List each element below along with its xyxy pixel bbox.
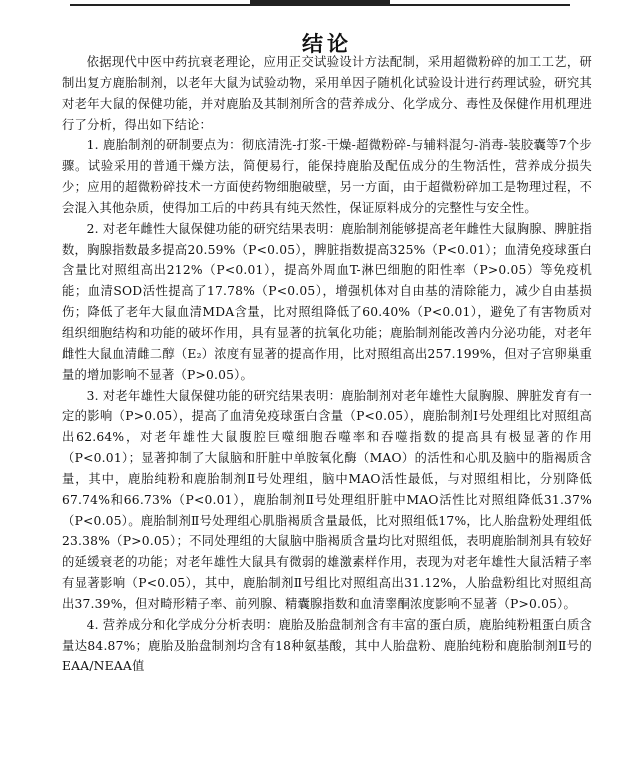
paragraph-2: 2. 对老年雌性大鼠保健功能的研究结果表明：鹿胎制剂能够提高老年雌性大鼠胸腺、脾脏指数，胸腺指数最多提高20.59%（P<0.05），脾脏指数提高325%（P<0.01）；血清免疫球蛋白含量比对照组高出212%（P<0.01），提高外周血T-淋巴细胞的阳性率（P>0.05）等免疫机能；血清SOD活性提高了17.78%（P<0.05），增强机体对自由基的清除能力，减少自由基损伤；降低了老年大鼠血清MDA含量，比对照组降低了60.40%（P<0.01），避免了有害物质对组织细胞结构和功能的破坏作用，具有显著的抗氧化功能；鹿胎制剂能改善内分泌功能，对老年雌性大鼠血清雌二醇（E₂）浓度有显著的提高作用，比对照组高出257.199%，但对子宫卵巢重量的增加影响不显著（P>0.05）。 — [62, 221, 592, 382]
page-title: 结论 — [302, 31, 352, 56]
paragraph-3: 3. 对老年雄性大鼠保健功能的研究结果表明：鹿胎制剂对老年雄性大鼠胸腺、脾脏发育有一定的影响（P>0.05），提高了血清免疫球蛋白含量（P<0.05），鹿胎制剂Ⅰ号处理组比对照组高出62.64%，对老年雄性大鼠腹腔巨噬细胞吞噬率和吞噬指数的提高具有极显著的作用（P<0.01）；显著抑制了大鼠脑和肝脏中单胺氧化酶（MAO）的活性和心肌及脑中的脂褐质含量，其中，鹿胎纯粉和鹿胎制剂Ⅱ号处理组，脑中MAO活性最低，与对照组相比，分别降低67.74%和66.73%（P<0.01），鹿胎制剂Ⅱ号处理组肝脏中MAO活性比对照组降低31.37%（P<0.05）。鹿胎制剂Ⅱ号处理组心肌脂褐质含量最低，比对照组低17%，比人胎盘粉处理组低23.38%（P>0.05）；不同处理组的大鼠脑中脂褐质含量均比对照组低，表明鹿胎制剂具有较好的延缓衰老的功能；对老年雄性大鼠具有微弱的雄激素样作用，表现为对老年雄性大鼠活精子率有显著影响（P<0.05），其中，鹿胎制剂Ⅱ号组比对照组高出31.12%，人胎盘粉组比对照组高出37.39%，但对畸形精子率、前列腺、精囊腺指数和血清睾酮浓度影响不显著（P>0.05）。 — [62, 388, 592, 611]
header-rule — [70, 4, 570, 6]
paragraph-1: 1. 鹿胎制剂的研制要点为：彻底清洗-打浆-干燥-超微粉碎-与辅料混匀-消毒-装胶囊等7个步骤。试验采用的普通干燥方法，简便易行，能保持鹿胎及配伍成分的生物活性，营养成分损失少；应用的超微粉碎技术一方面使药物细胞破壁，另一方面，由于超微粉碎加工是物理过程，不会混入其他杂质，使得加工后的中药具有纯天然性，保证原料成分的完整性与安全性。 — [62, 138, 592, 215]
body-text — [62, 52, 592, 677]
page-header-bar — [0, 0, 640, 6]
paragraph-intro: 依据现代中医中药抗衰老理论，应用正交试验设计方法配制，采用超微粉碎的加工工艺，研制出复方鹿胎制剂，以老年大鼠为试验动物，采用单因子随机化试验设计进行药理试验，研究其对老年大鼠的保健功能，并对鹿胎及其制剂所含的营养成分、化学成分、毒性及保健作用机理进行了分析，得出如下结论： — [62, 55, 592, 132]
paragraph-4: 4. 营养成分和化学成分分析表明：鹿胎及胎盘制剂含有丰富的蛋白质，鹿胎纯粉粗蛋白质含量达84.87%；鹿胎及胎盘制剂均含有18种氨基酸，其中人胎盘粉、鹿胎纯粉和鹿胎制剂Ⅱ号的EAA/NEAA值 — [62, 617, 592, 674]
running-header — [250, 0, 390, 4]
